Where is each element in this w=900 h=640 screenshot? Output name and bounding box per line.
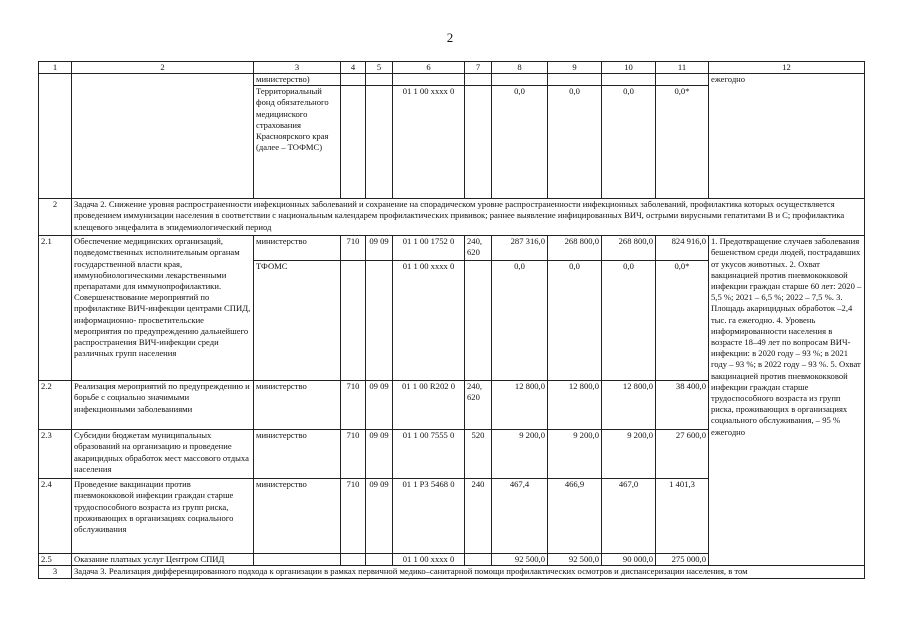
header-cell: 9 <box>548 62 602 74</box>
value-cell: 268 800,0 <box>548 236 602 261</box>
kbk-cell: 01 1 00 R202 0 <box>393 381 465 430</box>
executor-cell: министерство <box>254 479 341 554</box>
header-cell: 1 <box>39 62 72 74</box>
grbs-cell: 710 <box>341 236 366 261</box>
value-cell: 268 800,0 <box>602 236 656 261</box>
task-row <box>39 199 865 236</box>
value-cell: 275 000,0 <box>656 554 709 566</box>
task-number: 2 <box>39 199 72 236</box>
expense-type-cell: 240, 620 <box>465 236 492 261</box>
row-number-cell: 2.2 <box>39 381 72 430</box>
section-cell: 09 09 <box>366 381 393 430</box>
value-cell: 467,4 <box>492 479 548 554</box>
value-cell: 287 316,0 <box>492 236 548 261</box>
value-cell: 92 500,0 <box>548 554 602 566</box>
expected-results-cell: 1. Предотвращение случаев заболевания бешенством среди людей, пострадавших от укусов животных. 2. Охват вакцинацией против пневмококковой инфекции граждан старше 60 лет: 2020 – 5,5 %; 2021 – 6,5 %; 2022 – 7,5 %. 3. Площадь акарицидных обработок –2,4 тыс. га ежегодно. 4. Уровень информированности населения в возрасте 18–49 лет по вопросам ВИЧ-инфекции: в 2020 году – 93 %; в 2021 году – 93 %; в 2022 году – 93 %. 5. Охват вакцинацией против пневмококковой инфекции граждан старше трудоспособного возраста из групп риска, проживающих в организациях социального обслуживания, – 95 % ежегодно <box>709 236 865 566</box>
value-cell: 0,0 <box>492 86 548 199</box>
program-table <box>38 61 865 579</box>
task-number: 3 <box>39 566 72 578</box>
activity-name-cell: Обеспечение медицинских организаций, подведомственных исполнительным органам государственной власти края, иммунобиологическими лекарственными препаратами для иммунопрофилактики. Совершенствование мероприятий по профилактике ВИЧ-инфекции центрами СПИД, информационно- просветительские мероприятия по предупреждению дальнейшего распространения ВИЧ-инфекции среди различных групп населения <box>72 236 254 381</box>
value-cell: 0,0 <box>492 261 548 381</box>
executor-cell: министерство <box>254 430 341 479</box>
header-row <box>39 62 865 74</box>
row-number-cell <box>39 74 72 199</box>
header-cell: 11 <box>656 62 709 74</box>
header-cell: 3 <box>254 62 341 74</box>
task-text: Задача 2. Снижение уровня распространенности инфекционных заболеваний и сохранение на спорадическом уровне распространенности инфекционных заболеваний, профилактика которых осуществляется проведением иммунизации населения в соответствии с национальным календарем профилактических прививок; раннее выявление инфицированных ВИЧ, острыми вирусными гепатитами В и С; профилактика клещевого энцефалита в эпидемиологический период <box>72 199 865 236</box>
section-cell: 09 09 <box>366 479 393 554</box>
activity-name-cell: Реализация мероприятий по предупреждению и борьбе с социально значимыми инфекционными заболеваниями <box>72 381 254 430</box>
value-cell: 12 800,0 <box>602 381 656 430</box>
table-row <box>39 236 865 261</box>
value-cell: 12 800,0 <box>492 381 548 430</box>
value-cell: 0,0 <box>548 261 602 381</box>
value-cell: 0,0 <box>602 261 656 381</box>
header-cell: 2 <box>72 62 254 74</box>
section-cell: 09 09 <box>366 236 393 261</box>
row-number-cell: 2.3 <box>39 430 72 479</box>
task-row <box>39 566 865 578</box>
grbs-cell: 710 <box>341 479 366 554</box>
value-cell: 38 400,0 <box>656 381 709 430</box>
executor-cell: Территориальный фонд обязательного медицинского страхования Красноярского края (далее – ТОФМС) <box>254 86 341 199</box>
value-cell: 92 500,0 <box>492 554 548 566</box>
header-cell: 5 <box>366 62 393 74</box>
header-cell: 12 <box>709 62 865 74</box>
kbk-cell: 01 1 00 1752 0 <box>393 236 465 261</box>
kbk-cell: 01 1 00 xxxx 0 <box>393 554 465 566</box>
grbs-cell: 710 <box>341 381 366 430</box>
value-cell: 467,0 <box>602 479 656 554</box>
expense-type-cell: 520 <box>465 430 492 479</box>
row-number-cell: 2.1 <box>39 236 72 381</box>
executor-cell: министерство <box>254 236 341 261</box>
row-number-cell: 2.4 <box>39 479 72 554</box>
value-cell: 9 200,0 <box>492 430 548 479</box>
grbs-cell: 710 <box>341 430 366 479</box>
activity-name-cell <box>72 74 254 199</box>
value-cell: 0,0 <box>602 86 656 199</box>
kbk-cell: 01 1 00 xxxx 0 <box>393 261 465 381</box>
header-cell: 4 <box>341 62 366 74</box>
result-cell: ежегодно <box>709 74 865 199</box>
kbk-cell: 01 1 00 7555 0 <box>393 430 465 479</box>
executor-cell: ТФОМС <box>254 261 341 381</box>
page-number: 2 <box>446 30 454 45</box>
value-cell: 9 200,0 <box>548 430 602 479</box>
executor-cell: министерство <box>254 381 341 430</box>
activity-name-cell: Субсидии бюджетам муниципальных образований на организацию и проведение акарицидных обработок мест массового отдыха населения <box>72 430 254 479</box>
kbk-cell: 01 1 00 xxxx 0 <box>393 86 465 199</box>
section-cell: 09 09 <box>366 430 393 479</box>
header-cell: 10 <box>602 62 656 74</box>
header-cell: 8 <box>492 62 548 74</box>
activity-name-cell: Оказание платных услуг Центром СПИД <box>72 554 254 566</box>
row-number-cell: 2.5 <box>39 554 72 566</box>
header-cell: 7 <box>465 62 492 74</box>
value-cell: 824 916,0 <box>656 236 709 261</box>
value-cell: 1 401,3 <box>656 479 709 554</box>
value-cell: 0,0* <box>656 86 709 199</box>
task-text: Задача 3. Реализация дифференцированного подхода к организации в рамках первичной медико–санитарной помощи профилактических осмотров и диспансеризации населения, в том <box>72 566 865 578</box>
table-row <box>39 74 865 86</box>
value-cell: 90 000,0 <box>602 554 656 566</box>
kbk-cell: 01 1 P3 5468 0 <box>393 479 465 554</box>
activity-name-cell: Проведение вакцинации против пневмококковой инфекции граждан старше трудоспособного возраста из групп риска, проживающих в организациях социального обслуживания <box>72 479 254 554</box>
value-cell: 466,9 <box>548 479 602 554</box>
value-cell: 0,0 <box>548 86 602 199</box>
value-cell: 9 200,0 <box>602 430 656 479</box>
expense-type-cell: 240 <box>465 479 492 554</box>
value-cell: 12 800,0 <box>548 381 602 430</box>
expense-type-cell: 240, 620 <box>465 381 492 430</box>
executor-cell: министерство) <box>254 74 341 86</box>
value-cell: 0,0* <box>656 261 709 381</box>
header-cell: 6 <box>393 62 465 74</box>
value-cell: 27 600,0 <box>656 430 709 479</box>
